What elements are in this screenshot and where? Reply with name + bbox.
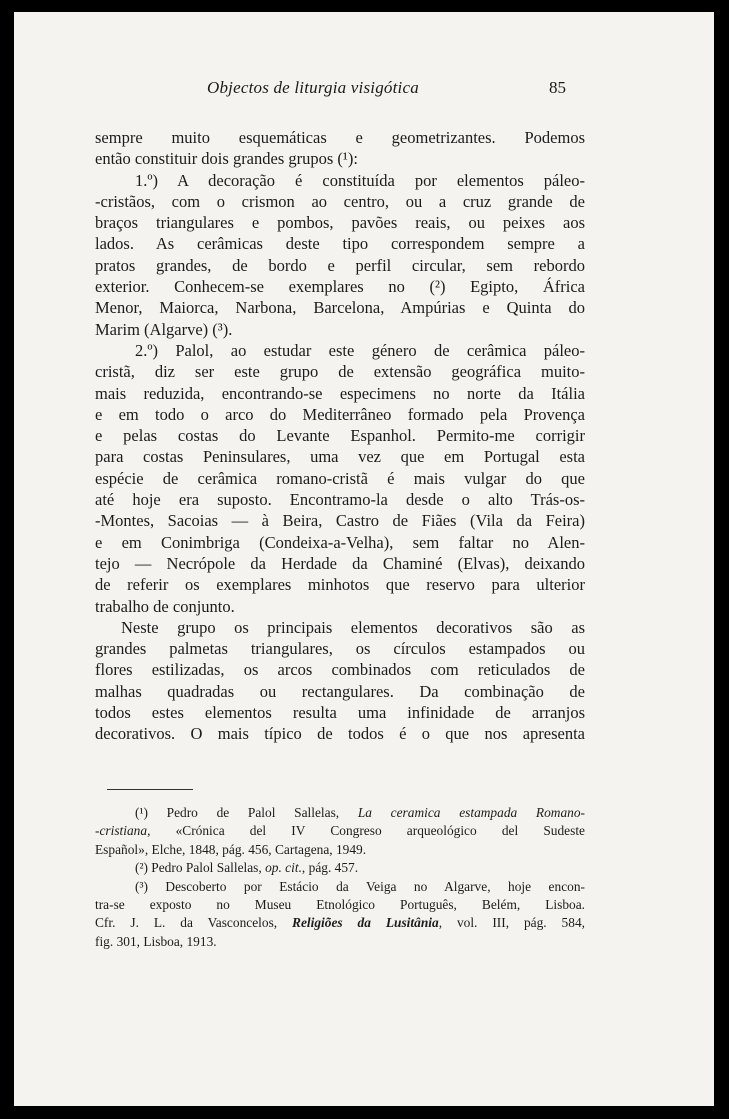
footnote-text: , pág. 457. (301, 860, 359, 876)
text-line: e em todo o arco do Mediterrâneo formado pela Provença (95, 404, 585, 424)
text-line: de referir os exemplares minhotos que reservo para ulterior (95, 575, 585, 595)
text-line: e em Conimbriga (Condeixa-a-Velha), sem faltar no Alen- (95, 532, 585, 552)
text-line: lados. As cerâmicas deste tipo correspondem sempre a (95, 234, 585, 254)
text-line: pratos grandes, de bordo e perfil circular, sem rebordo (95, 255, 585, 275)
footnote-line (95, 804, 585, 822)
footnote-text: (¹) Pedro de Palol Sallelas, (135, 805, 358, 820)
footnote-line: fig. 301, Lisboa, 1913. (95, 933, 217, 949)
text-line: mais reduzida, encontrando-se especimens no norte da Itália (95, 383, 585, 403)
running-head (14, 78, 714, 104)
text-line: exterior. Conhecem-se exemplares no (²) Egipto, África (95, 277, 585, 297)
text-line: flores estilizadas, os arcos combinados com reticulados de (95, 660, 585, 680)
text-line: Marim (Algarve) (³). (95, 319, 233, 339)
footnote-text: (²) Pedro Palol Sallelas, (135, 860, 266, 876)
text-line: braços triangulares e pombos, pavões reais, ou peixes aos (95, 213, 585, 233)
footnote-line (95, 859, 585, 877)
text-line: Menor, Maiorca, Narbona, Barcelona, Ampúrias e Quinta do (95, 298, 585, 318)
text-line: então constituir dois grandes grupos (¹): (95, 149, 358, 169)
book-page (14, 12, 714, 1106)
footnote-line (95, 914, 585, 932)
footnote-italic: -cristiana (95, 823, 148, 839)
footnote-divider (107, 789, 193, 790)
footnote-italic: La ceramica estampada Romano- (357, 805, 585, 820)
footnotes (95, 804, 585, 951)
text-line: tejo — Necrópole da Herdade da Chaminé (Elvas), deixando (95, 553, 585, 573)
body-text (95, 127, 585, 745)
text-line: -cristãos, com o crismon ao centro, ou a cruz grande de (95, 191, 585, 211)
text-line: sempre muito esquemáticas e geometrizantes. Podemos (95, 128, 585, 147)
footnote-line (95, 822, 585, 840)
footnote-italic: op. cit. (265, 860, 302, 876)
text-line: malhas quadradas ou rectangulares. Da combinação de (95, 681, 585, 701)
footnote-text: Cfr. J. L. da Vasconcelos, (95, 915, 293, 931)
text-line: espécie de cerâmica romano-cristã é mais vulgar do que (95, 468, 585, 488)
text-line: todos estes elementos resulta uma infinidade de arranjos (95, 703, 585, 723)
text-line: grandes palmetas triangulares, os círculos estampados ou (95, 639, 585, 659)
text-line: 1.º) A decoração é constituída por elementos páleo- (135, 170, 585, 190)
text-line: -Montes, Sacoias — à Beira, Castro de Fiães (Vila da Feira) (95, 511, 585, 531)
footnote-text: , «Crónica del IV Congreso arqueológico del Sudeste (147, 823, 585, 839)
text-line: cristã, diz ser este grupo de extensão geográfica muito- (95, 362, 585, 382)
text-line: e pelas costas do Levante Espanhol. Permito-me corrigir (95, 426, 585, 446)
page-number: 85 (549, 78, 566, 97)
text-line: até hoje era suposto. Encontramo-la desde o alto Trás-os- (95, 490, 585, 510)
footnote-line: tra-se exposto no Museu Etnológico Português, Belém, Lisboa. (95, 896, 585, 912)
text-line: Neste grupo os principais elementos decorativos são as (121, 617, 585, 637)
footnote-line: Español», Elche, 1848, pág. 456, Cartagena, 1949. (95, 841, 367, 857)
text-line: 2.º) Palol, ao estudar este género de cerâmica páleo- (135, 340, 585, 360)
footnote-text: , vol. III, pág. 584, (438, 915, 585, 931)
text-line: trabalho de conjunto. (95, 596, 235, 616)
footnote-line: (³) Descoberto por Estácio da Veiga no Algarve, hoje encon- (135, 878, 585, 894)
running-title: Objectos de liturgia visigótica (207, 78, 419, 97)
footnote-italic: Religiões da Lusitânia (292, 915, 439, 931)
text-line: para costas Peninsulares, uma vez que em Portugal esta (95, 447, 585, 467)
text-line: decorativos. O mais típico de todos é o que nos apresenta (95, 724, 585, 744)
